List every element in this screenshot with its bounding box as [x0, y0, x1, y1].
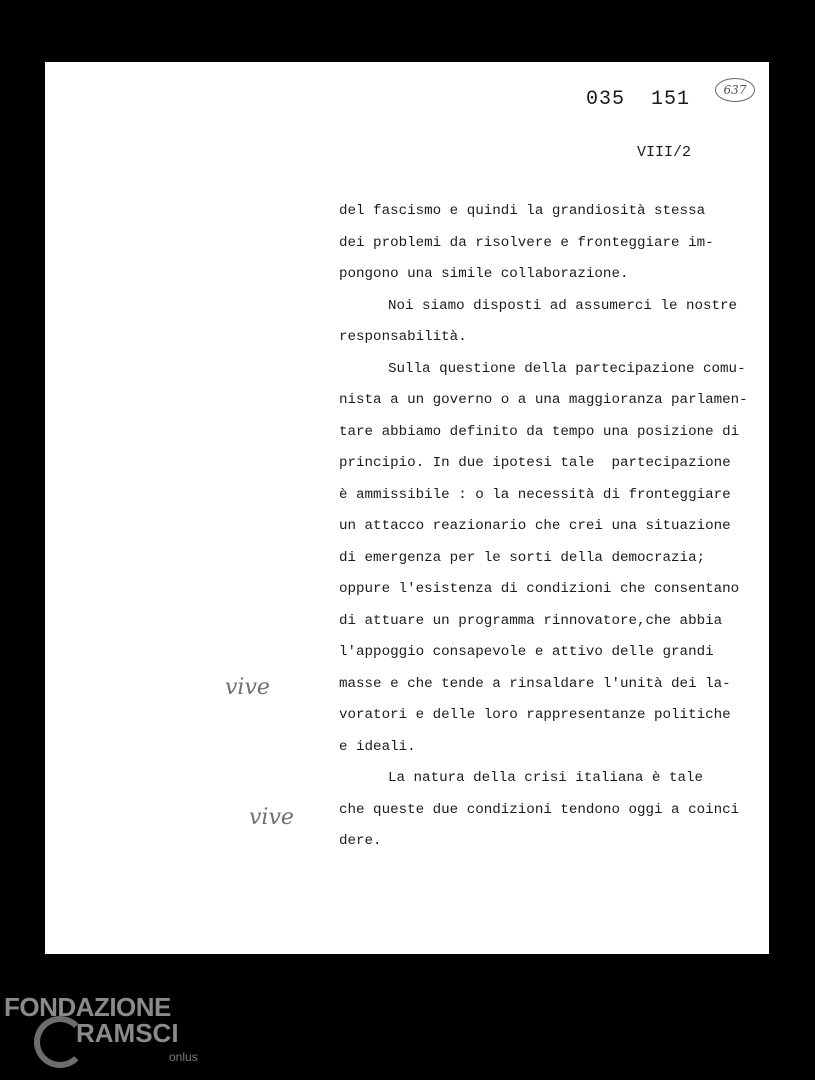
- text-line: Sulla questione della partecipazione comu-: [388, 360, 746, 377]
- text-line: che queste due condizioni tendono oggi a coinci: [339, 801, 740, 818]
- text-line: un attacco reazionario che crei una situazione: [339, 518, 731, 534]
- text-line: dere.: [339, 833, 382, 849]
- typewritten-text: [339, 196, 759, 858]
- foundation-logo: [4, 992, 204, 1072]
- text-line: l'appoggio consapevole e attivo delle grandi: [339, 644, 714, 660]
- text-line: Noi siamo disposti ad assumerci le nostre: [388, 297, 738, 314]
- text-line: di attuare un programma rinnovatore,che abbia: [339, 612, 723, 629]
- text-line: pongono una simile collaborazione.: [339, 266, 629, 282]
- sheet-label: VIII/2: [637, 144, 692, 161]
- margin-note: vive: [225, 675, 270, 700]
- text-line: oppure l'esistenza di condizioni che consentano: [339, 581, 740, 597]
- margin-note: vive: [249, 805, 294, 830]
- text-line: tare abbiamo definito da tempo una posizione di: [339, 423, 740, 440]
- text-line: del fascismo e quindi la grandiosità stessa: [339, 203, 706, 219]
- text-line: nista a un governo o a una maggioranza parlamen-: [339, 392, 748, 408]
- archive-stamp: 035 151: [586, 88, 691, 111]
- document-page: [45, 62, 769, 954]
- text-line: responsabilità.: [339, 329, 467, 345]
- text-line: voratori e delle loro rappresentanze politiche: [339, 707, 731, 723]
- text-line: principio. In due ipotesi tale partecipazione: [339, 455, 731, 471]
- text-line: masse e che tende a rinsaldare l'unità dei la-: [339, 675, 731, 692]
- logo-text-top: FONDAZIONE: [4, 992, 171, 1022]
- text-line: e ideali.: [339, 738, 416, 755]
- text-line: è ammissibile : o la necessità di fronteggiare: [339, 486, 731, 503]
- text-line: di emergenza per le sorti della democrazia;: [339, 549, 706, 566]
- text-line: La natura della crisi italiana è tale: [388, 770, 704, 786]
- text-line: dei problemi da risolvere e fronteggiare im-: [339, 234, 714, 251]
- logo-text-bottom: RAMSCI: [76, 1018, 179, 1048]
- handwritten-page-number: 637: [715, 78, 755, 102]
- logo-suffix: onlus: [169, 1050, 198, 1064]
